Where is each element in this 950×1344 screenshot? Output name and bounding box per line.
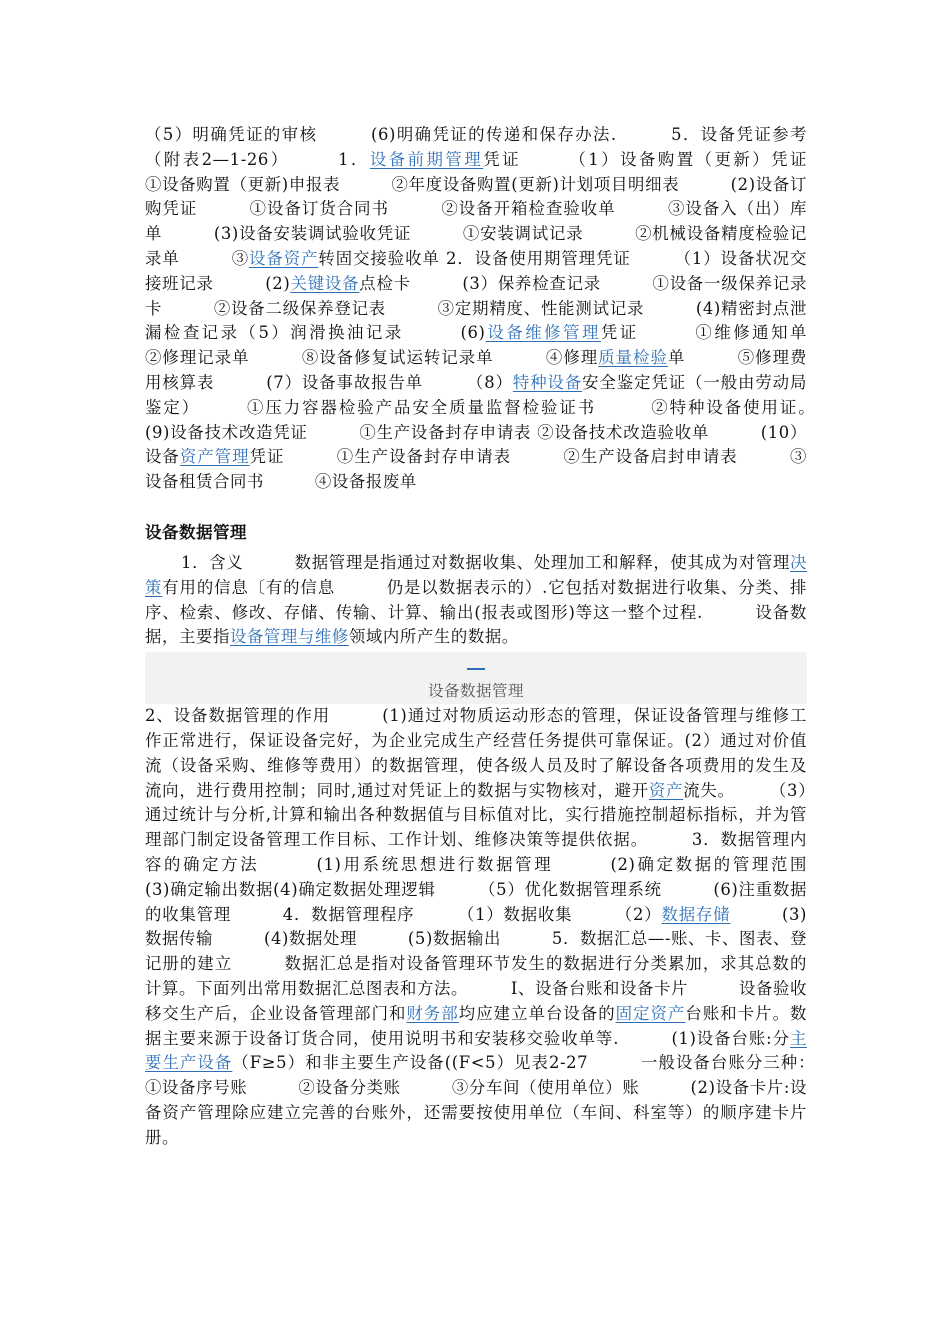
text-run: 1．含义 数据管理是指通过对数据收集、处理加工和解释，使其成为对管理 <box>181 552 790 572</box>
hyperlink[interactable]: 设备管理与维修 <box>229 627 349 647</box>
hyperlink[interactable]: 固定资产 <box>615 1003 686 1023</box>
text-run: 2、设备数据管理的作用 (1)通过对物质运动形态的管理，保证设备管理与维修工作正常进行，保证设备完好，为企业完成生产经营任务提供可靠保证。(2）通过对价值流（设备采购、维修等费用）的数据管理，使各级人员及时了解设备各项费用的发生及流向，进行费用控制；同时,通过对凭证上的数据与实物核对，避开 <box>145 706 807 800</box>
hyperlink[interactable]: 主要生产设备 <box>145 1028 807 1073</box>
text-run: 安全鉴定凭证（一般由劳动局鉴定） ①压力容器检验产品安全质量监督检验证书 ②特种设备使用证。 (9)设备技术改造凭证 ①生产设备封存申请表 ②设备技术改造验收单 (10）设备 <box>145 372 858 467</box>
text-run: （F≥5）和非主要生产设备((F<5）见表2-27 一般设备台账分三种： ①设备序号账 ②设备分类账 ③分车间（使用单位）账 (2)设备卡片:设备资产管理除应建立完善的台账外，还需要按使用单位（车间、科室等）的顺序建卡片册。 <box>145 1053 858 1147</box>
text-run: 领域内所产生的数据。 <box>348 627 519 647</box>
data-management-definition-paragraph <box>145 551 807 650</box>
section-banner <box>145 652 807 704</box>
hyperlink[interactable]: 资产管理 <box>179 447 250 467</box>
hyperlink[interactable]: 关键设备 <box>290 273 360 293</box>
document-page <box>145 123 858 1150</box>
banner-accent-bar <box>467 668 485 670</box>
text-run: 凭证 ①生产设备封存申请表 ②生产设备启封申请表 ③设备租赁合同书 ④设备报废单 <box>145 447 808 492</box>
hyperlink[interactable]: 财务部 <box>406 1003 459 1023</box>
hyperlink[interactable]: 设备维修管理 <box>485 323 601 343</box>
data-management-role-paragraph <box>145 704 858 1150</box>
section-heading: 设备数据管理 <box>145 522 247 542</box>
text-run: （5）明确凭证的审核 (6)明确凭证的传递和保存办法. 5．设备凭证参考（附表2—1-26） 1． <box>145 125 807 169</box>
text-run: 均应建立单台设备的 <box>458 1003 616 1023</box>
text-run: 凭证 （1）设备购置（更新）凭证 ①设备购置（更新)申报表 ②年度设备购置(更新)计划项目明细表 (2)设备订购凭证 ①设备订货合同书 ②设备开箱检查验收单 ③设备入（出）库单 (3)设备安装调试验收凭证 ①安装调试记录 ②机械设备精度检验记录单 ③ <box>145 149 858 268</box>
hyperlink[interactable]: 设备资产 <box>249 248 319 268</box>
text-run: 流失。 （3）通过统计与分析,计算和输出各种数据值与目标值对比，实行措施控制超标指标，并为管理部门制定设备管理工作目标、工作计划、维修决策等提供依据。 3．数据管理内容的确定方法 (1)用系统思想进行数据管理 (2)确定数据的管理范围 (3)确定输出数据(4)确定数据处理逻辑 （5）优化数据管理系统 (6)注重数据的收集管理 4．数据管理程序 （1）数据收集 （2） <box>145 780 858 924</box>
text-run: 单 ⑤修理费用核算表 (7）设备事故报告单 （8） <box>145 348 807 392</box>
hyperlink[interactable]: 质量检验 <box>598 348 668 368</box>
text-run: 点检卡 (3）保养检查记录 ①设备一级保养记录卡 ②设备二级保养登记表 ③定期精度、性能测试记录 (4)精密封点泄漏检查记录（5）润滑换油记录 (6) <box>145 273 808 343</box>
hyperlink[interactable]: 设备前期管理 <box>369 149 484 169</box>
text-run: (3)数据传输 (4)数据处理 (5)数据输出 5．数据汇总—-账、卡、图表、登记册的建立 数据汇总是指对设备管理环节发生的数据进行分类累加，求其总数的计算。下面列出常用数据汇总图表和方法。 I、设备台账和设备卡片 设备验收移交生产后，企业设备管理部门和 <box>145 904 807 1023</box>
hyperlink[interactable]: 资产 <box>648 780 684 800</box>
hyperlink[interactable]: 数据存储 <box>661 904 731 924</box>
equipment-voucher-paragraph <box>145 123 858 495</box>
banner-title: 设备数据管理 <box>427 682 524 701</box>
hyperlink[interactable]: 决策 <box>145 552 807 597</box>
text-run: 有用的信息〔有的信息 仍是以数据表示的）.它包括对数据进行收集、分类、排序、检索、修改、存储、传输、计算、输出(报表或图形)等这一整个过程. 设备数据，主要指 <box>145 577 807 647</box>
text-run: 凭证 ①维修通知单 ②修理记录单 ⑧设备修复试运转记录单 ④修理 <box>145 323 858 368</box>
text-run: 台账和卡片。数据主要来源于设备订货合同，使用说明书和安装移交验收单等. (1)设备台账:分 <box>145 1003 807 1048</box>
text-run: 转固交接验收单 2．设备使用期管理凭证 （1）设备状况交接班记录 (2) <box>145 248 807 293</box>
hyperlink[interactable]: 特种设备 <box>512 372 583 392</box>
